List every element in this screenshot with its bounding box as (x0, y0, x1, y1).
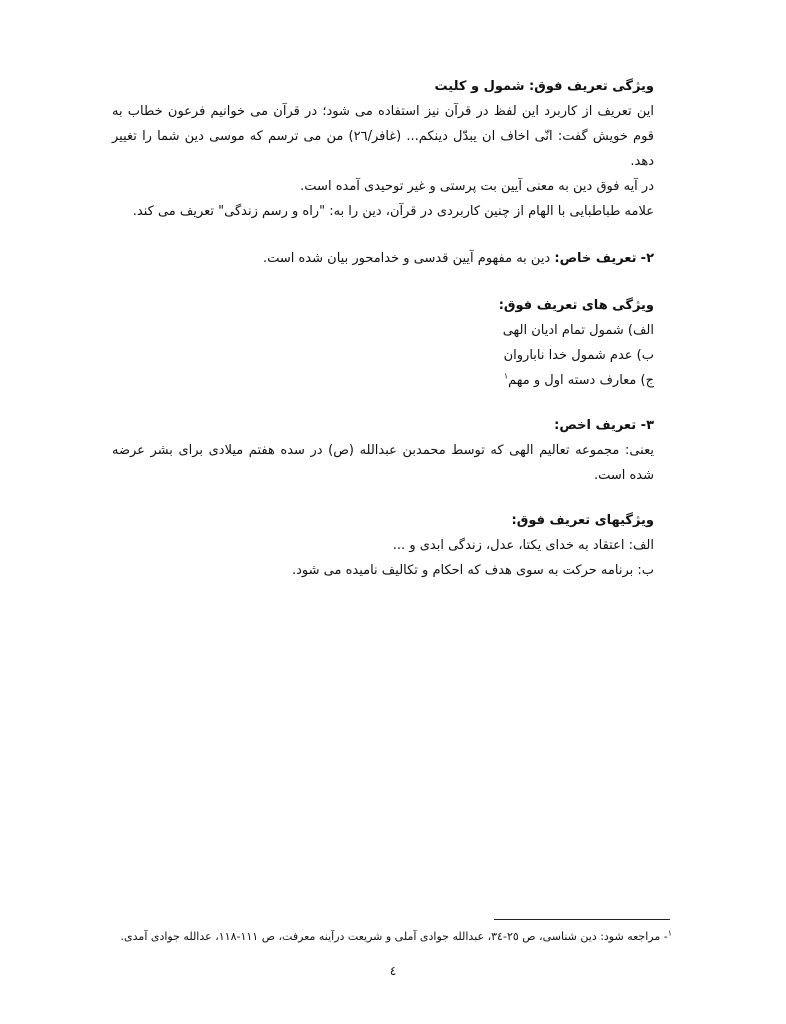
section-heading-specific: ٣- تعریف اخص: (554, 418, 654, 433)
list-item (112, 368, 672, 393)
list-item: ب: برنامه حرکت به سوی هدف که احکام و تکالیف نامیده می شود. (291, 563, 654, 578)
footnote-reference[interactable]: ١ (503, 371, 509, 381)
footnote (112, 928, 672, 945)
list-item-text: ج) معارف دسته اول و مهم (508, 373, 654, 388)
special-definition-number: ٢- (640, 251, 654, 266)
page-number: ٤ (389, 964, 397, 978)
paragraph-tabatabai: علامه طباطبایی با الهام از چنین کاربردی در قرآن، دین را به: "راه و رسم زندگی" تعریف می کند. (132, 204, 654, 219)
footnote-divider (494, 919, 670, 920)
footnote-mark: ١ (667, 928, 672, 938)
footnote-text: - مراجعه شود: دین شناسی، ص ٢٥-٣٤، عبدالله جوادی آملی و شریعت درآینه معرفت، ص ١١١-١١٨، عدالله جوادی آمدی. (120, 930, 668, 943)
section-heading-features: ویژگی های تعریف فوق: (498, 298, 654, 313)
section-heading-scope: ویژگی تعریف فوق: شمول و کلیت (434, 79, 654, 94)
special-definition (112, 246, 672, 271)
list-item: الف: اعتقاد به خدای یکتا، عدل، زندگی ابدی و ... (392, 538, 654, 553)
paragraph-specific-definition: یعنی: مجموعه تعالیم الهی که توسط محمدبن عبدالله (ص) در سده هفتم میلادی برای بشر عرضه شده است. (112, 443, 654, 483)
spacer (112, 488, 672, 508)
spacer (112, 224, 672, 246)
special-definition-label: تعریف خاص: (554, 251, 637, 266)
main-content (112, 74, 672, 583)
list-item: الف) شمول تمام ادیان الهی (502, 323, 654, 338)
list-item: ب) عدم شمول خدا ناباروان (503, 348, 654, 363)
paragraph-verse-meaning: در آیه فوق دین به معنی آیین بت پرستی و غیر توحیدی آمده است. (300, 179, 654, 194)
section-heading-features-2: ویژگیهای تعریف فوق: (511, 513, 654, 528)
spacer (112, 271, 672, 293)
special-definition-text: دین به مفهوم آیین قدسی و خدامحور بیان شده است. (262, 251, 551, 266)
paragraph-quran-usage: این تعریف از کاربرد این لفظ در قرآن نیز استفاده می شود؛ در قرآن می خوانیم فرعون خطاب به قوم خویش گفت: انّی اخاف ان یبدّل دینکم... (غافر/٢٦) من می ترسم که موسی دین شما را تغییر دهد. (112, 104, 654, 169)
spacer (112, 393, 672, 413)
